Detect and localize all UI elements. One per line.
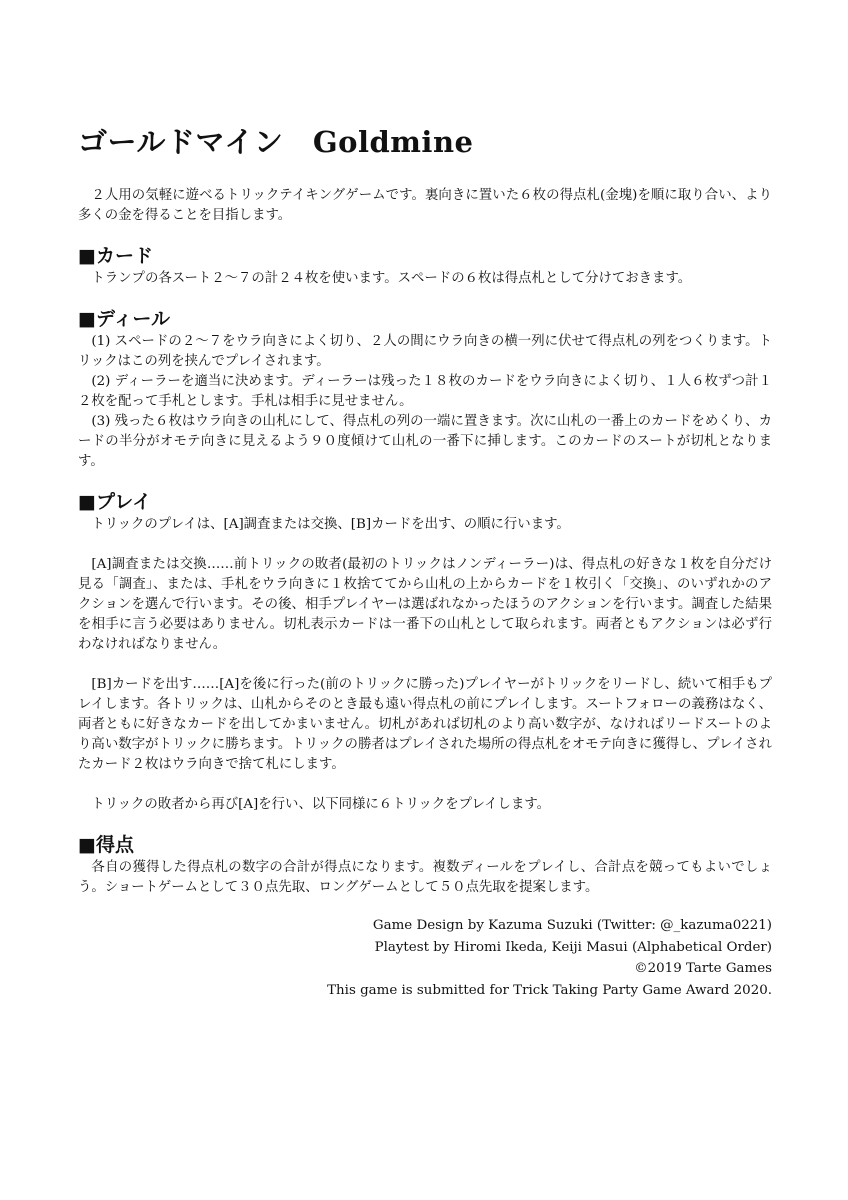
credits	[78, 915, 772, 1001]
section-score	[78, 832, 772, 898]
intro-paragraph: ２人用の気軽に遊べるトリックテイキングゲームです。裏向きに置いた６枚の得点札(金塊)を順に取り合い、より多くの金を得ることを目指します。	[78, 188, 772, 223]
rules-document	[78, 122, 772, 1001]
credit-design: Game Design by Kazuma Suzuki (Twitter: @_kazuma0221)	[372, 918, 772, 933]
section-card	[78, 243, 772, 289]
credit-copyright: ©2019 Tarte Games	[634, 961, 772, 976]
credit-award: This game is submitted for Trick Taking Party Game Award 2020.	[327, 982, 772, 998]
section-heading-card: ■カード	[78, 245, 153, 267]
section-play	[78, 489, 772, 815]
play-overview: トリックのプレイは、[A]調査または交換、[B]カードを出す、の順に行います。	[91, 517, 570, 532]
deal-step-3: (3) 残った６枚はウラ向きの山札にして、得点札の列の一端に置きます。次に山札の一番上のカードをめくり、カードの半分がオモテ向きに見えるよう９０度傾けて山札の一番下に挿します。このカードのスートが切札となります。	[78, 414, 772, 469]
document-title: ゴールドマイン Goldmine	[78, 125, 474, 159]
play-step-b: [B]カードを出す……[A]を後に行った(前のトリックに勝った)プレイヤーがトリックをリードし、続いて相手もプレイします。各トリックは、山札からそのとき最も遠い得点札の前にプレイします。スートフォローの義務はなく、両者ともに好きなカードを出してかまいません。切札があれば切札のより高い数字が、なければリードスートのより高い数字がトリックに勝ちます。トリックの勝者はプレイされた場所の得点札をオモテ向きに獲得し、プレイされたカード２枚はウラ向きで捨て札にします。	[78, 677, 772, 772]
card-paragraph: トランプの各スート２〜７の計２４枚を使います。スペードの６枚は得点札として分けておきます。	[91, 271, 692, 286]
deal-step-2: (2) ディーラーを適当に決めます。ディーラーは残った１８枚のカードをウラ向きによく切り、１人６枚ずつ計１２枚を配って手札とします。手札は相手に見せません。	[78, 374, 772, 409]
play-step-a: [A]調査または交換……前トリックの敗者(最初のトリックはノンディーラー)は、得点札の好きな１枚を自分だけ見る「調査」、または、手札をウラ向きに１枚捨ててから山札の上からカードを１枚引く「交換」、のいずれかのアクションを選んで行います。その後、相手プレイヤーは選ばれなかったほうのアクションを行います。調査した結果を相手に言う必要はありません。切札表示カードは一番下の山札として取られます。両者ともアクションは必ず行わなければなりません。	[78, 557, 772, 652]
play-repeat: トリックの敗者から再び[A]を行い、以下同様に６トリックをプレイします。	[91, 797, 551, 812]
deal-step-1: (1) スペードの２〜７をウラ向きによく切り、２人の間にウラ向きの横一列に伏せて得点札の列をつくります。トリックはこの列を挟んでプレイされます。	[78, 334, 772, 369]
section-heading-score: ■得点	[78, 834, 134, 856]
section-deal	[78, 306, 772, 472]
credit-playtest: Playtest by Hiromi Ikeda, Keiji Masui (Alphabetical Order)	[374, 939, 772, 955]
score-paragraph: 各自の獲得した得点札の数字の合計が得点になります。複数ディールをプレイし、合計点を競ってもよいでしょう。ショートゲームとして３０点先取、ロングゲームとして５０点先取を提案します。	[78, 860, 772, 895]
section-heading-play: ■プレイ	[78, 491, 152, 513]
section-heading-deal: ■ディール	[78, 308, 171, 330]
